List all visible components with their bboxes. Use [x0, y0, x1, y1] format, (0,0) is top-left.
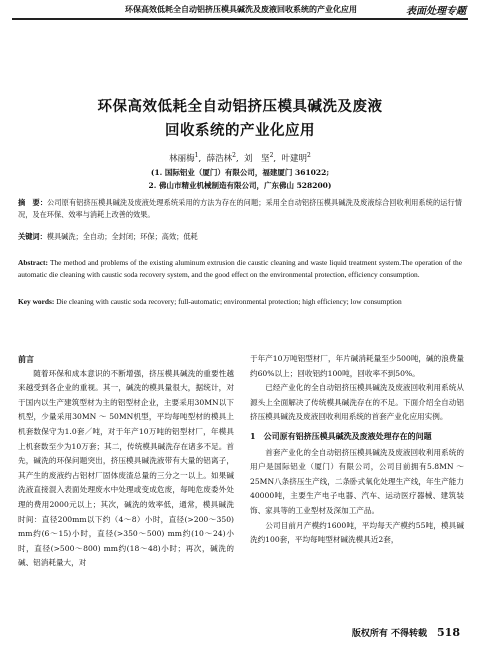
abstract-cn-text: 公司原有铝挤压模具碱洗及废液处理系统采用的方法为存在的问题；采用全自动铝挤压模具碱洗及废液综合回收利用系统的运行情况，及在环保、效率与消耗上改善的效果。 — [18, 198, 462, 220]
abstract-en-text: The method and problems of the existing aluminum extrusion die caustic cleaning and waste liquid treatment system.The operation of the automatic die cleaning with caustic soda recovery system, and the good effect on the environmental protection, efficiency consumption. — [18, 258, 463, 280]
copyright-notice: 版权所有 不得转载 — [351, 629, 428, 639]
section-heading-1: 1 公司原有铝挤压模具碱洗及废液处理存在的问题 — [250, 430, 432, 441]
body-paragraph: 随着环保和成本意识的不断增强，挤压模具碱洗的重要性越来越受到各企业的重视。其一，碱洗的模具量很大，据统计，对于国内以生产建筑型材为主的铝型材企业，主要采用30MN以下机型，少量采用30MN ～ 50MN机型，平均每吨型材的模具上机套数保守为1.0套／吨，对于年产10万吨的铝型材厂，年模具上机套数至少为10万套；其二，传统模具碱洗存在诸多不足。首先，碱洗的环保问题突出，挤压模具碱洗液带有大量的铝离子，其产生的废液约占铝材厂固体废渣总量的三分之一以上。如果碱洗液直接混入表面处理废水中处理或变成危废，每吨危废委外处理的费用2000元以上；其次，碱洗的效率低，通常，模具碱洗时间：直径200mm以下约（4～8）小时，直径(>200～350) mm约(6～15)小时，直径(>350～500) mm约(10～24)小时，直径(>500～800) mm约(18～48)小时；再次，碱洗的碱、铝消耗量大，对 — [18, 368, 234, 568]
author-affiliation-mark: 1 — [194, 152, 199, 160]
author-name: 林丽梅 — [169, 154, 195, 164]
section-label: 表面处理专题 — [406, 6, 466, 17]
keywords-en — [18, 296, 462, 308]
body-paragraph: 首套产业化的全自动铝挤压模具碱洗及废液回收利用系统的用户是国际铝业（厦门）有限公司，公司目前拥有5.8MN ～ 25MN八条挤压生产线，二条卧式氧化处理生产线，年生产能力40000吨，主要生产电子电器、汽车、运动医疗器械、建筑装饰、家具等的工业型材及深加工产品。 — [250, 447, 464, 515]
author-name: 刘 坚 — [244, 154, 270, 164]
author-list: 林丽梅$^1$, 薛浩林$^2$, 刘 坚$^2$, 叶建明$^2$ — [169, 152, 311, 164]
affiliation-1: (1. 国际铝业（厦门）有限公司，福建厦门 361022; — [150, 168, 330, 177]
author-affiliation-mark: 2 — [307, 152, 311, 160]
abstract-en-label: Abstract: — [18, 258, 48, 267]
page-number: 518 — [437, 626, 460, 639]
affiliation-2: 2. 佛山市精业机械制造有限公司，广东佛山 528200) — [148, 181, 332, 190]
body-paragraph: 于年产10万吨铝型材厂，年片碱消耗量至少500吨，碱的浪费量约60%以上；回收铝约100吨，回收率不到50%。 — [250, 354, 464, 378]
body-paragraph: 公司目前月产模约1600吨，平均每天产模约55吨，模具碱洗约100套，平均每吨型材碱洗模具近2套， — [250, 520, 464, 545]
section-heading-preface: 前言 — [18, 354, 34, 364]
body-paragraph: 已经产业化的全自动铝挤压模具碱洗及废液回收利用系统从源头上全面解决了传统模具碱洗存在的不足。下面介绍全自动铝挤压模具碱洗及废液回收利用系统的首套产业化应用实例。 — [250, 383, 464, 422]
keywords-cn-label: 关键词： — [18, 232, 47, 241]
keywords-cn-text: 模具碱洗；全自动；全封闭；环保；高效；低耗 — [46, 232, 198, 241]
paper-title-line-2: 回收系统的产业化应用 — [165, 122, 315, 139]
paper-title-line-1: 环保高效低耗全自动铝挤压模具碱洗及废液 — [97, 98, 383, 115]
right-column — [250, 352, 464, 548]
left-column — [18, 352, 234, 571]
running-title: 环保高效低耗全自动铝挤压模具碱洗及废液回收系统的产业化应用 — [125, 4, 357, 14]
author-name: 叶建明 — [281, 154, 308, 164]
page-footer — [352, 626, 460, 639]
abstract-cn-label: 摘 要： — [18, 198, 48, 207]
author-name: 薛浩林 — [206, 154, 233, 164]
keywords-en-label: Key words: — [18, 297, 55, 306]
keywords-cn — [18, 231, 462, 243]
author-affiliation-mark: 2 — [269, 152, 274, 160]
keywords-en-text: Die cleaning with caustic soda recovery; full-automatic; environmental protection; high efficiency; low consumption — [56, 297, 402, 306]
abstract-en — [18, 257, 462, 281]
author-affiliation-mark: 2 — [232, 152, 236, 160]
header-rule — [12, 18, 468, 20]
page-header — [0, 0, 480, 24]
abstract-cn — [18, 197, 462, 222]
